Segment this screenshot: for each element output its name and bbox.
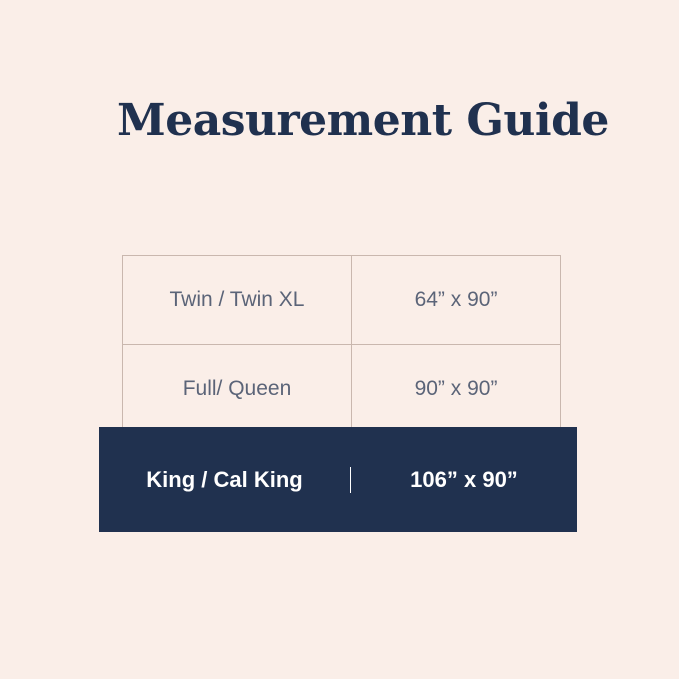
table-row	[123, 345, 561, 434]
table-cell-dimensions: 64” x 90”	[352, 256, 561, 345]
table-row-highlighted	[99, 427, 577, 532]
page-title: Measurement Guide	[117, 95, 609, 146]
highlighted-row-inner	[99, 427, 577, 532]
table-cell-size: Full/ Queen	[123, 345, 352, 434]
table-cell-dimensions-highlighted: 106” x 90”	[410, 466, 518, 492]
table-cell-dimensions: 90” x 90”	[352, 345, 561, 434]
table-cell-size-highlighted: King / Cal King	[99, 467, 351, 493]
table-row	[123, 256, 561, 345]
table-cell-size: Twin / Twin XL	[123, 256, 352, 345]
